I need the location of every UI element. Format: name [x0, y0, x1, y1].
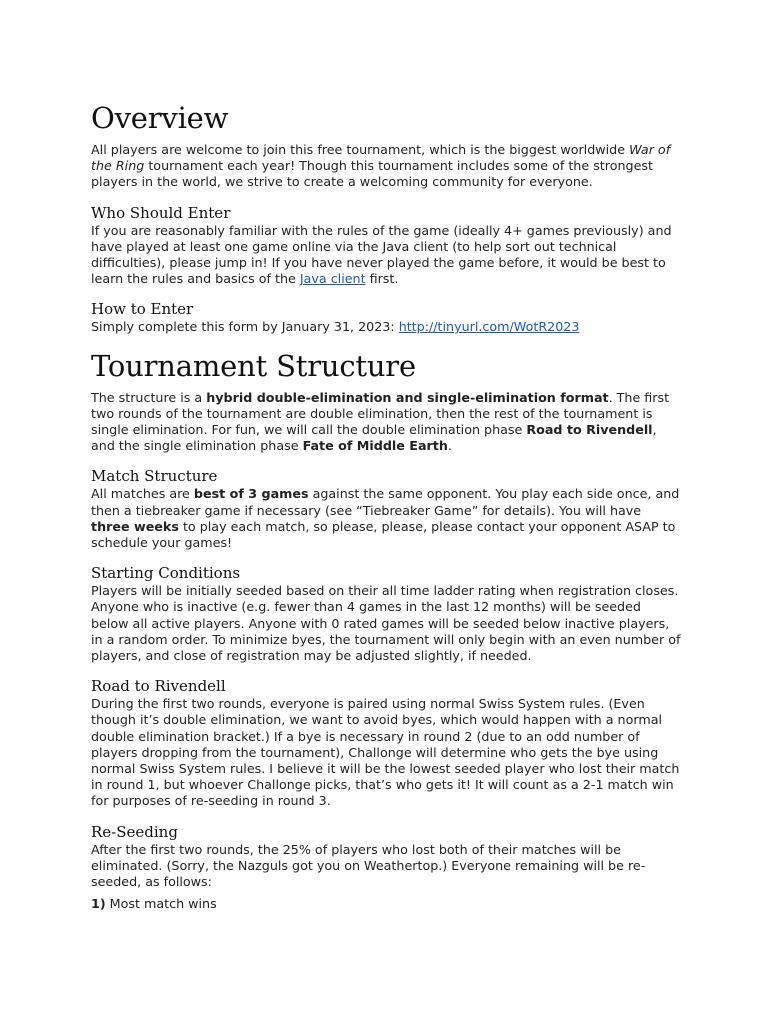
document-page: [91, 100, 681, 913]
how-to-enter-paragraph: [91, 319, 681, 335]
ts-phase1-bold: Road to Rivendell: [526, 422, 653, 438]
heading-how-to-enter: How to Enter: [91, 300, 194, 319]
ts-text-d: , and the single elimination phase: [91, 422, 657, 454]
match-structure-paragraph: [91, 486, 681, 551]
ts-text-e: .: [447, 438, 452, 454]
ms-best-of-bold: best of 3 games: [193, 486, 309, 502]
overview-text-a: All players are welcome to join this free tournament, which is the biggest worldwide: [91, 142, 630, 157]
java-client-link[interactable]: Java client: [299, 271, 366, 287]
re-seeding-list-item: [91, 896, 681, 912]
ms-text-a: All matches are: [91, 486, 194, 502]
list-item-text: Most match wins: [105, 896, 217, 912]
overview-paragraph: [91, 142, 681, 191]
heading-starting-conditions: Starting Conditions: [91, 564, 241, 583]
ts-format-bold: hybrid double-elimination and single-elimination format: [206, 389, 609, 405]
who-text-a: If you are reasonably familiar with the rules of the game (ideally 4+ games previously) and have played at least one game online via the Java client (to help sort out technical difficulties), please jump in! If you have never played the game before, it would be best to learn the rules and basics of the: [91, 222, 672, 287]
starting-conditions-paragraph: Players will be initially seeded based on their all time ladder rating when registration closes. Anyone who is inactive (e.g. fewer than 4 games in the last 12 months) will be seeded below all active players. Anyone with 0 rated games will be seeded below inactive players, in a random order. To minimize byes, the tournament will only begin with an even number of players, and close of registration may be adjusted slightly, if needed.: [91, 583, 681, 664]
heading-overview: Overview: [91, 101, 229, 135]
heading-road-to-rivendell: Road to Rivendell: [91, 677, 226, 696]
re-seeding-paragraph: After the first two rounds, the 25% of players who lost both of their matches will be eliminated. (Sorry, the Nazguls got you on Weathertop.) Everyone remaining will be re-seeded, as follows:: [91, 841, 646, 890]
registration-form-link[interactable]: http://tinyurl.com/WotR2023: [398, 319, 580, 335]
overview-game-title: War of the Ring: [91, 142, 671, 174]
overview-text-b: tournament each year! Though this tournament includes some of the strongest players in the world, we strive to create a welcoming community for everyone.: [91, 158, 653, 190]
how-text-a: Simply complete this form by January 31, 2023:: [91, 319, 399, 335]
ms-three-weeks-bold: three weeks: [91, 518, 179, 534]
heading-who-should-enter: Who Should Enter: [91, 203, 231, 222]
ms-text-c: against the same opponent. You play each side once, and then a tiebreaker game if necessary (see “Tiebreaker Game” for details). You will have: [91, 486, 680, 518]
ms-text-d: to play each match, so please, please, please contact your opponent ASAP to schedule your games!: [91, 518, 676, 551]
ts-text-c: . The first two rounds of the tournament are double elimination, then the rest of the tournament is single elimination. For fun, we will call the double elimination phase: [91, 389, 670, 438]
tournament-structure-paragraph: [91, 390, 681, 455]
road-to-rivendell-paragraph: During the first two rounds, everyone is paired using normal Swiss System rules. (Even though it’s double elimination, we want to avoid byes, which would happen with a normal double elimination bracket.) If a bye is necessary in round 2 (due to an odd number of players dropping from the tournament), Challonge will determine who gets the bye using normal Swiss System rules. I believe it will be the lowest seeded player who lost their match in round 1, but whoever Challonge picks, that’s who gets it! It will count as a 2-1 match win for purposes of re-seeding in round 3.: [91, 696, 680, 809]
ts-phase2-bold: Fate of Middle Earth: [302, 438, 448, 454]
who-text-b: first.: [365, 271, 399, 287]
heading-match-structure: Match Structure: [91, 467, 218, 486]
heading-tournament-structure: Tournament Structure: [91, 348, 416, 383]
list-item-number: 1): [91, 896, 106, 912]
ts-text-a: The structure is a: [91, 389, 207, 405]
who-should-enter-paragraph: [91, 223, 681, 288]
heading-re-seeding: Re-Seeding: [91, 822, 178, 841]
